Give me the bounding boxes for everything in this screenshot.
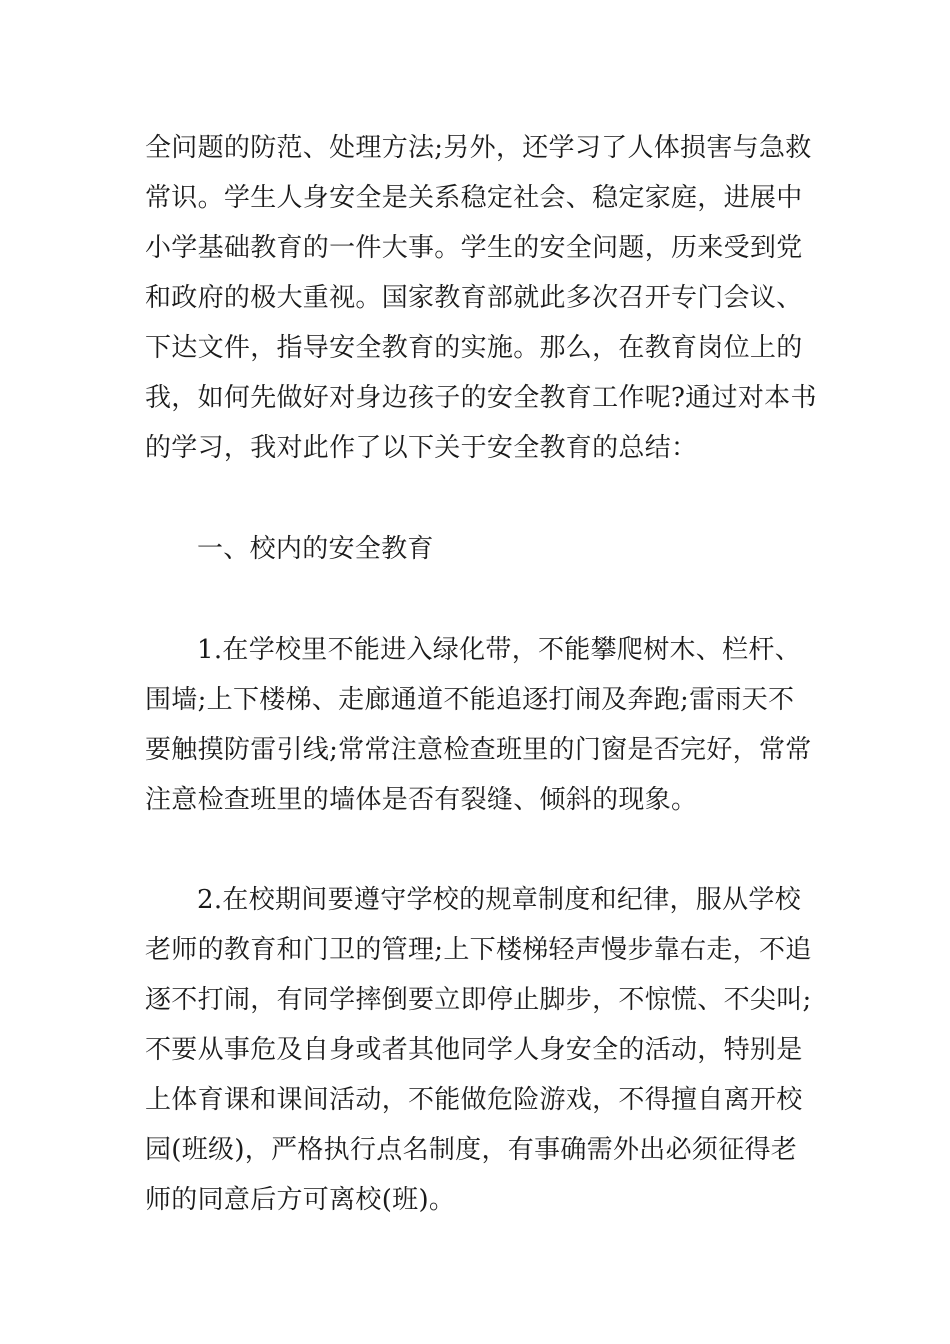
- intro-line-1: 全问题的防范、处理方法;另外，还学习了人体损害与急救: [145, 133, 812, 163]
- item2-line-3: 逐不打闹，有同学摔倒要立即停止脚步，不惊慌、不尖叫;: [145, 985, 812, 1015]
- intro-line-6: 我，如何先做好对身边孩子的安全教育工作呢?通过对本书: [145, 383, 817, 413]
- item1-line-3: 要触摸防雷引线;常常注意检查班里的门窗是否完好，常常: [145, 735, 812, 765]
- item2-line-5: 上体育课和课间活动，不能做危险游戏，不得擅自离开校: [145, 1085, 803, 1115]
- intro-line-2: 常识。学生人身安全是关系稳定社会、稳定家庭，进展中: [145, 183, 803, 213]
- item1-line-4: 注意检查班里的墙体是否有裂缝、倾斜的现象。: [145, 785, 698, 815]
- intro-line-5: 下达文件，指导安全教育的实施。那么，在教育岗位上的: [145, 333, 803, 363]
- item2-line-7: 师的同意后方可离校(班)。: [145, 1185, 456, 1215]
- item2-line-6: 园(班级)，严格执行点名制度，有事确需外出必须征得老: [145, 1135, 798, 1165]
- intro-line-4: 和政府的极大重视。国家教育部就此多次召开专门会议、: [145, 283, 803, 313]
- item2-line-4: 不要从事危及自身或者其他同学人身安全的活动，特别是: [145, 1035, 803, 1065]
- item2-line-2: 老师的教育和门卫的管理;上下楼梯轻声慢步靠右走，不追: [145, 935, 812, 965]
- item1-line-1: 1.在学校里不能进入绿化带，不能攀爬树木、栏杆、: [197, 635, 802, 665]
- section-heading: 一、校内的安全教育: [197, 534, 434, 564]
- intro-line-3: 小学基础教育的一件大事。学生的安全问题，历来受到党: [145, 233, 803, 263]
- item2-line-1: 2.在校期间要遵守学校的规章制度和纪律，服从学校: [197, 885, 802, 915]
- item1-line-2: 围墙;上下楼梯、走廊通道不能追逐打闹及奔跑;雷雨天不: [145, 685, 795, 715]
- intro-line-7: 的学习，我对此作了以下关于安全教育的总结：: [145, 433, 698, 463]
